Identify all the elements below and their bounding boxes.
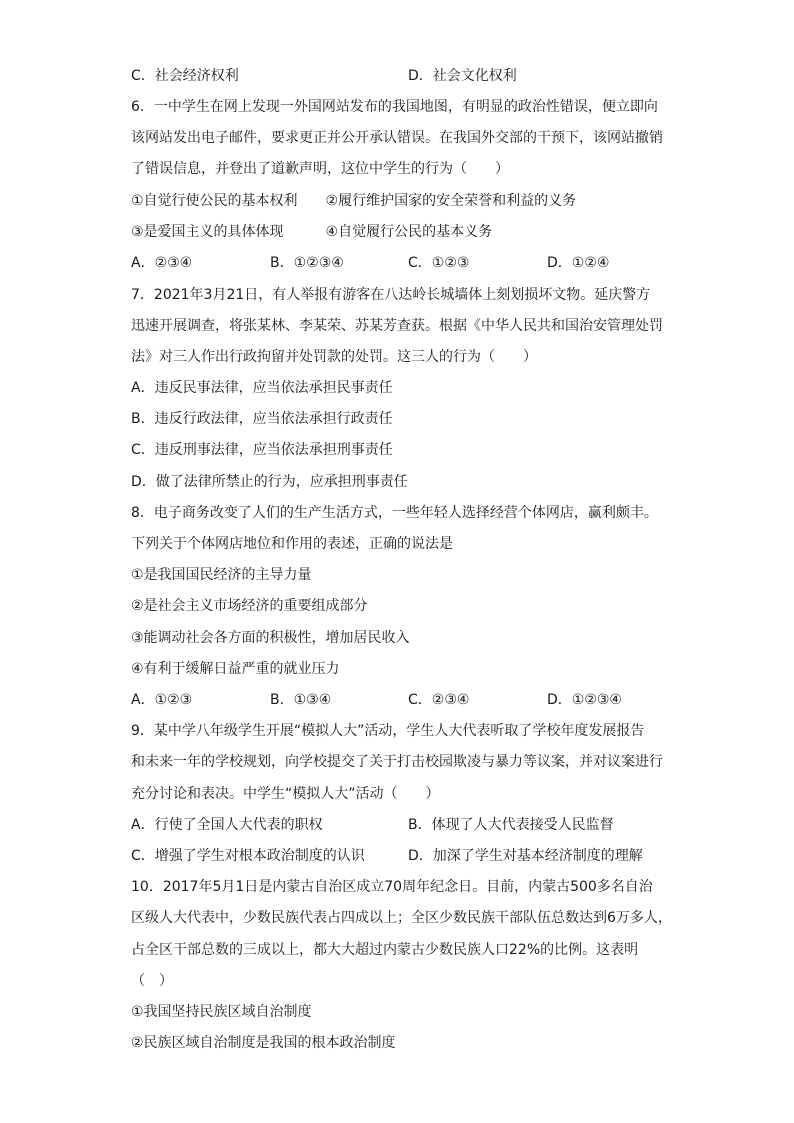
q6-option-b: B．①②③④ xyxy=(270,255,344,271)
q8-statement-3: ③能调动社会各方面的积极性，增加居民收入 xyxy=(131,630,410,646)
q6-line-3: 了错误信息，并登出了道歉声明，这位中学生的行为（ ） xyxy=(131,161,509,177)
q9-option-a: A．行使了全国人大代表的职权 xyxy=(131,817,323,833)
q7-option-d: D．做了法律所禁止的行为，应承担刑事责任 xyxy=(131,474,408,490)
q6-statement-3-4: ③是爱国主义的具体体现 ④自觉履行公民的基本义务 xyxy=(131,224,493,240)
q8-statement-1: ①是我国国民经济的主导力量 xyxy=(131,567,312,583)
q6-option-a: A．②③④ xyxy=(131,255,193,271)
q8-statement-4: ④有利于缓解日益严重的就业压力 xyxy=(131,661,340,677)
q10-statement-1: ①我国坚持民族区域自治制度 xyxy=(131,1004,312,1020)
q8-statement-2: ②是社会主义市场经济的重要组成部分 xyxy=(131,598,368,614)
q10-line-3: 占全区干部总数的三成以上，都大大超过内蒙古少数民族人口22%的比例。这表明 xyxy=(131,942,639,958)
q9-option-d: D．加深了学生对基本经济制度的理解 xyxy=(408,848,643,864)
q5-option-c: C．社会经济权利 xyxy=(131,68,239,84)
q7-line-3: 法》对三人作出行政拘留并处罚款的处罚。这三人的行为（ ） xyxy=(131,349,537,365)
q9-line-3: 充分讨论和表决。中学生“模拟人大”活动（ ） xyxy=(131,786,440,802)
q8-line-1: 8．电子商务改变了人们的生产生活方式，一些年轻人选择经营个体网店，赢利颇丰。 xyxy=(131,505,658,521)
q8-option-a: A．①②③ xyxy=(131,692,193,708)
q10-line-4: （ ） xyxy=(131,973,173,989)
q8-option-d: D．①②③④ xyxy=(547,692,622,708)
q10-statement-2: ②民族区域自治制度是我国的根本政治制度 xyxy=(131,1035,396,1051)
q6-line-1: 6．一中学生在网上发现一外国网站发布的我国地图，有明显的政治性错误，便立即向 xyxy=(131,99,658,115)
q6-option-c: C．①②③ xyxy=(408,255,470,271)
q9-line-1: 9．某中学八年级学生开展“模拟人大”活动，学生人大代表听取了学校年度发展报告 xyxy=(131,723,645,739)
q10-line-1: 10．2017年5月1日是内蒙古自治区成立70周年纪念日。目前，内蒙古500多名自治 xyxy=(131,879,653,895)
q8-option-b: B．①③④ xyxy=(270,692,332,708)
q8-option-c: C．②③④ xyxy=(408,692,470,708)
q7-option-a: A．违反民事法律，应当依法承担民事责任 xyxy=(131,380,393,396)
q7-line-2: 迅速开展调查，将张某林、李某荣、苏某芳查获。根据《中华人民共和国治安管理处罚 xyxy=(131,318,663,334)
q9-option-b: B．体现了人大代表接受人民监督 xyxy=(408,817,614,833)
q6-statement-1-2: ①自觉行使公民的基本权利 ②履行维护国家的安全荣誉和利益的义务 xyxy=(131,193,577,209)
q8-line-2: 下列关于个体网店地位和作用的表述，正确的说法是 xyxy=(131,536,453,552)
q7-option-c: C．违反刑事法律，应当依法承担刑事责任 xyxy=(131,442,393,458)
q9-line-2: 和未来一年的学校规划，向学校提交了关于打击校园欺凌与暴力等议案，并对议案进行 xyxy=(131,754,663,770)
q7-line-1: 7．2021年3月21日，有人举报有游客在八达岭长城墙体上刻划损坏文物。延庆警方 xyxy=(131,287,651,303)
q9-option-c: C．增强了学生对根本政治制度的认识 xyxy=(131,848,365,864)
q5-option-d: D．社会文化权利 xyxy=(408,68,517,84)
q6-option-d: D．①②④ xyxy=(547,255,610,271)
q6-line-2: 该网站发出电子邮件，要求更正并公开承认错误。在我国外交部的干预下，该网站撤销 xyxy=(131,130,663,146)
q7-option-b: B．违反行政法律，应当依法承担行政责任 xyxy=(131,411,393,427)
q10-line-2: 区级人大代表中，少数民族代表占四成以上；全区少数民族干部队伍总数达到6万多人， xyxy=(131,910,672,926)
